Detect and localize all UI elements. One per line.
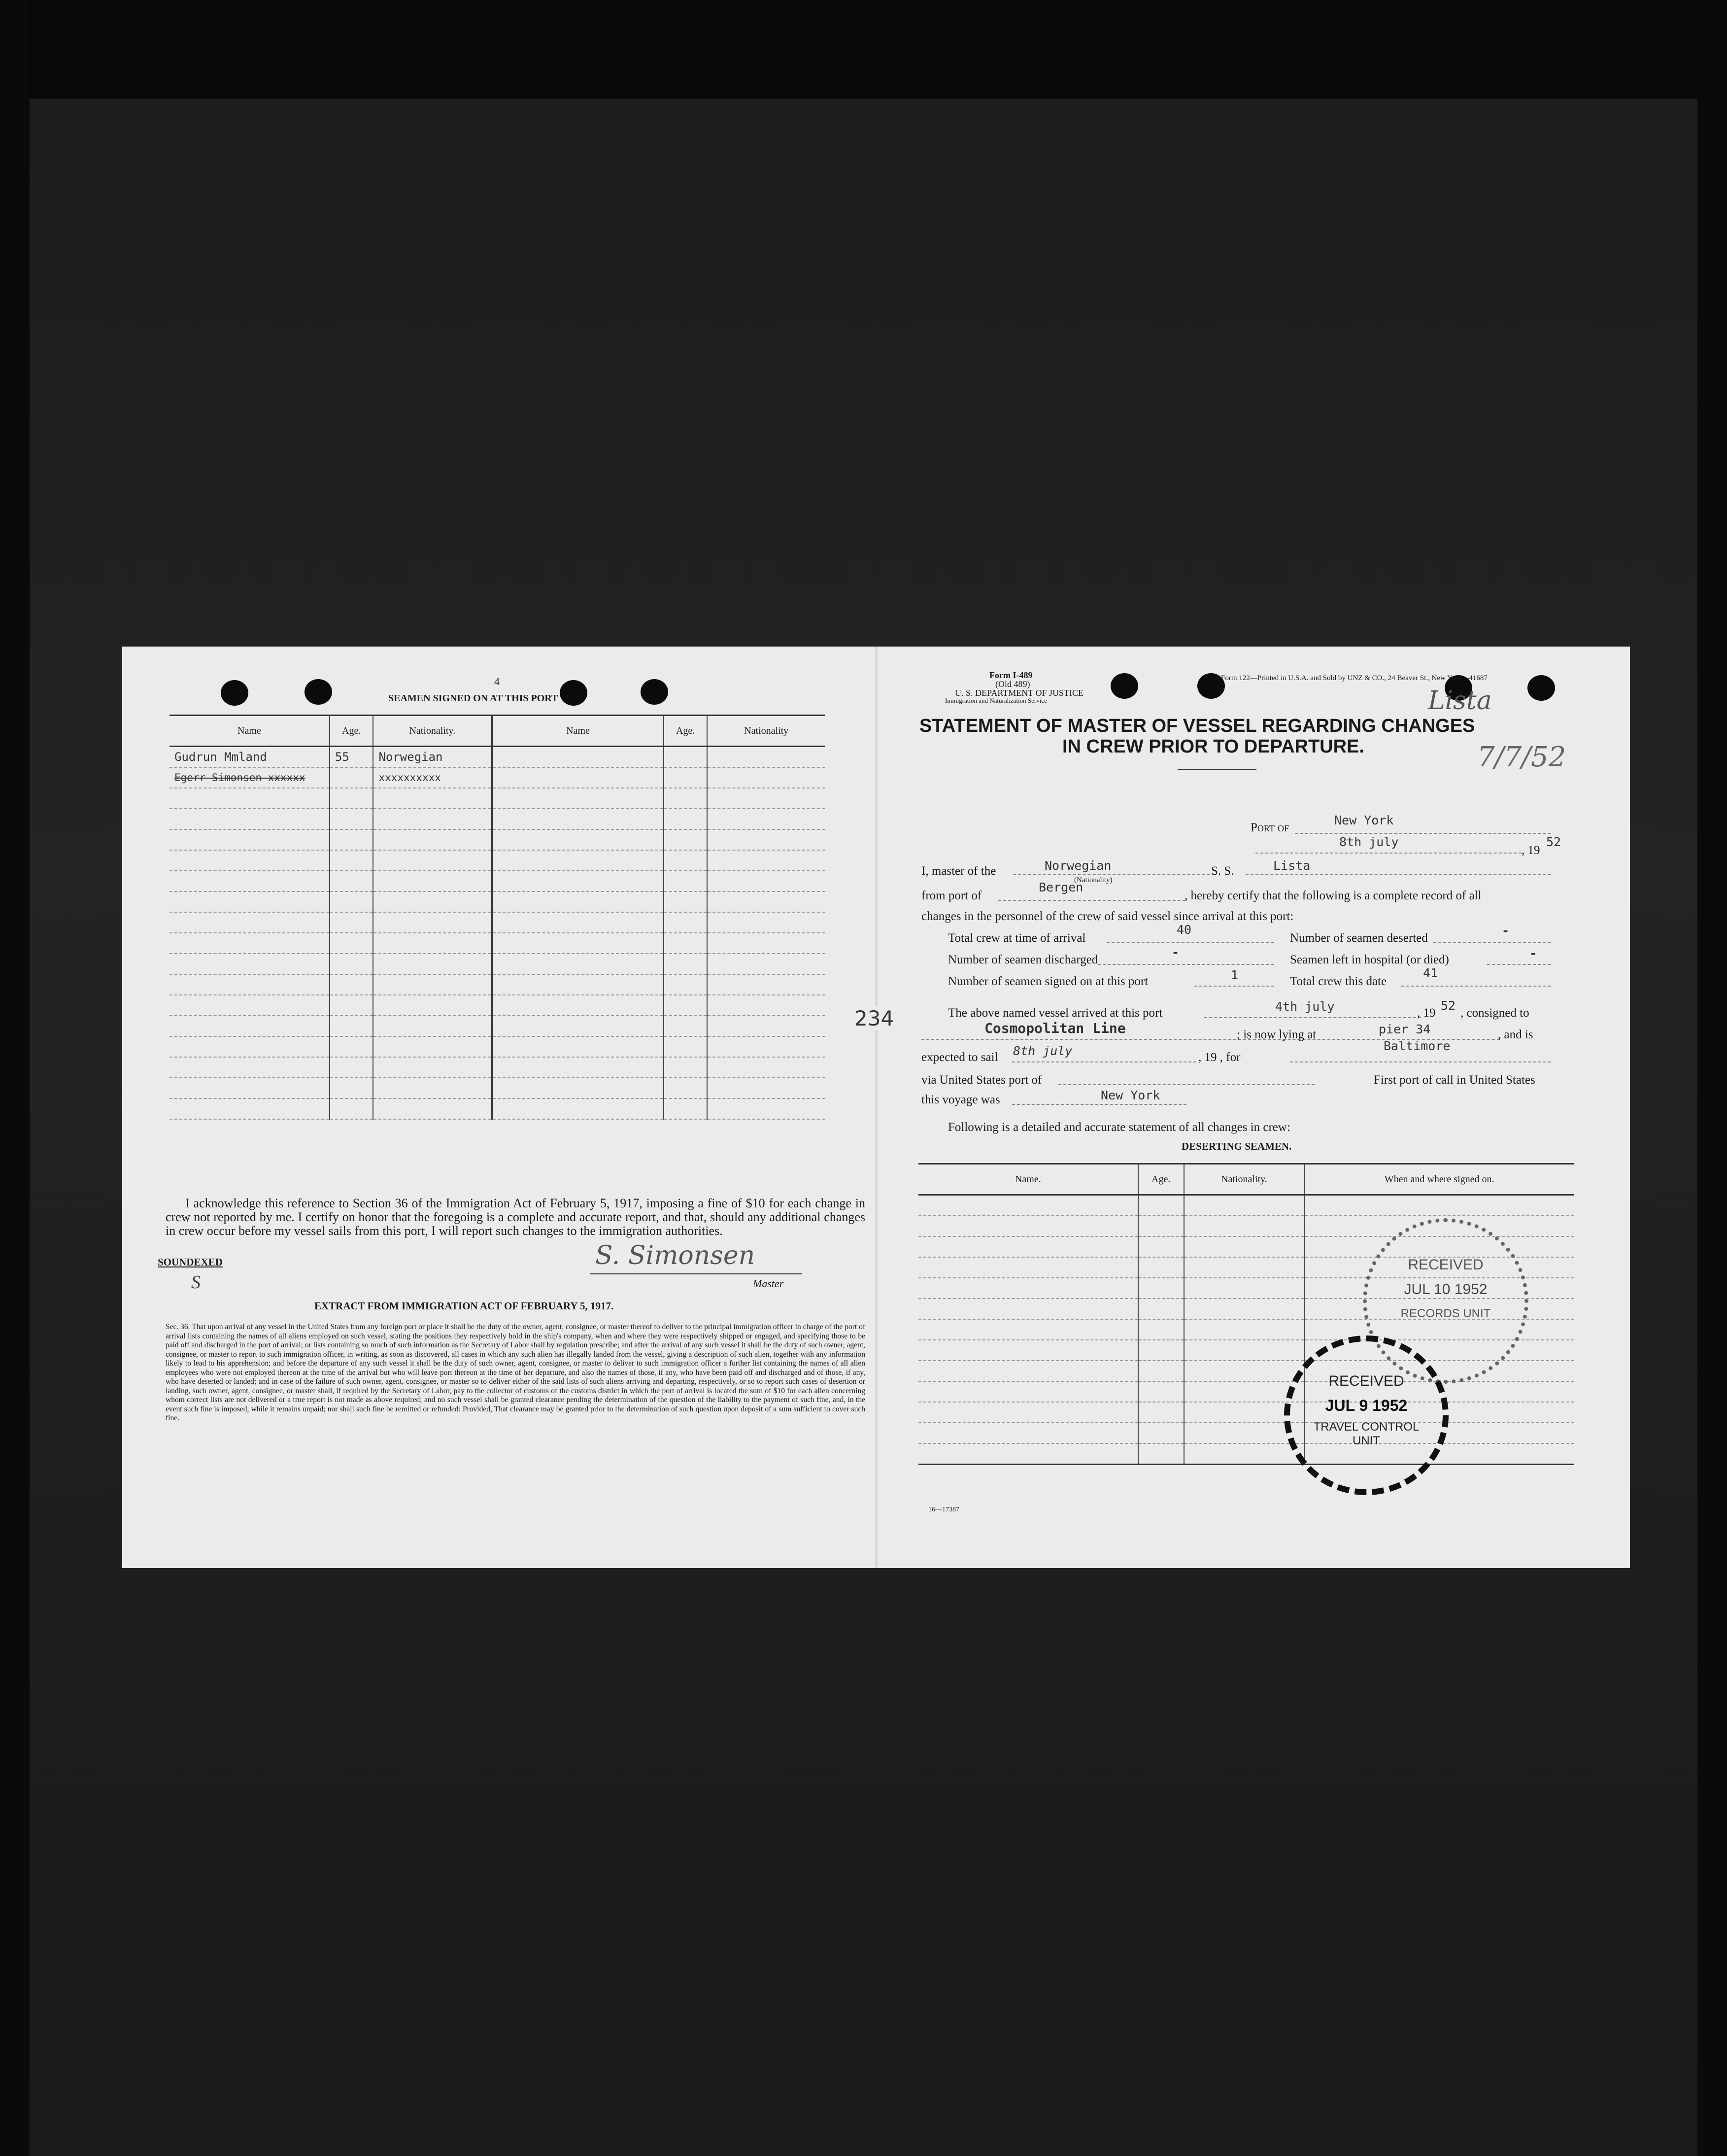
vessel-prefix: S. S. [1211, 864, 1234, 878]
voyage-line [1012, 1104, 1186, 1105]
signed-on-label: Number of seamen signed on at this port [948, 975, 1149, 988]
seamen-signed-on-table [169, 715, 825, 1120]
vessel-value: Lista [1273, 858, 1311, 873]
document-sheet [122, 647, 1630, 1568]
hospital-line [1487, 964, 1551, 965]
table-row [169, 767, 825, 788]
following-text: Following is a detailed and accurate statement of all changes in crew: [948, 1121, 1290, 1134]
deserted-label: Number of seamen deserted [1290, 931, 1428, 945]
arrived-year: 52 [1441, 998, 1456, 1013]
column-header: Age. [664, 716, 708, 747]
certify-text: , hereby certify that the following is a complete record of all [1185, 889, 1482, 902]
film-top-border [0, 0, 1727, 99]
signed-on-value: 1 [1231, 968, 1239, 982]
row-nationality: Norwegian [373, 747, 492, 768]
master-label: Master [753, 1277, 784, 1290]
row-name: Gudrun Mmland [169, 747, 330, 768]
voyage-value: New York [1101, 1088, 1160, 1102]
soundexed-stamp: SOUNDEXED [158, 1256, 223, 1268]
and-is-label: , and is [1498, 1028, 1533, 1041]
hospital-value: - [1529, 946, 1537, 960]
footer-code: 16—17387 [928, 1506, 959, 1513]
column-header: Name [169, 716, 330, 747]
year-value: 52 [1546, 835, 1561, 849]
column-header: Age. [330, 716, 373, 747]
soundex-mark: S [191, 1272, 201, 1293]
expected-value: 8th july [1013, 1044, 1073, 1058]
from-port-label: from port of [921, 889, 982, 902]
vessel-line [1246, 874, 1551, 875]
signed-on-line [1194, 986, 1274, 987]
department: U. S. DEPARTMENT OF JUSTICE [955, 688, 1084, 698]
year-prefix: , 19 [1522, 844, 1540, 857]
punch-hole [305, 679, 332, 705]
from-port-line [998, 900, 1185, 901]
date-value: 8th july [1339, 835, 1399, 849]
deserted-value: - [1502, 924, 1510, 938]
port-label: Port of [1251, 821, 1289, 834]
service: Immigration and Naturalization Service [945, 697, 1047, 704]
handwritten-ship-name: Lista [1428, 686, 1492, 716]
discharged-line [1098, 964, 1274, 965]
port-value: New York [1334, 813, 1394, 827]
total-crew-date-value: 41 [1423, 966, 1438, 980]
stamp-date: JUL 10 1952 [1404, 1281, 1488, 1298]
voyage-label: this voyage was [921, 1093, 1000, 1106]
stamp-bottom-text: RECORDS UNIT [1400, 1307, 1491, 1320]
for-line [1290, 1061, 1551, 1062]
film-left-edge [0, 0, 30, 2156]
discharged-value: - [1172, 945, 1180, 959]
title-underline [1178, 769, 1256, 770]
acknowledgement-text: I acknowledge this reference to Section 36 of the Immigration Act of February 5, 1917, imposing a fine of $10 for each change in crew not reported by me. I certify on honor that the foregoing is a complete and accurate report, and that, should any additional changes in crew occur before my vessel sails from this port, I will report such changes to the immigration authorities. [166, 1196, 865, 1238]
via-label: via United States port of [921, 1073, 1042, 1087]
master-of-label: I, master of the [921, 864, 996, 878]
hospital-label: Seamen left in hospital (or died) [1290, 953, 1449, 966]
consigned-label: , consigned to [1460, 1006, 1529, 1020]
page-number: 4 [494, 675, 500, 687]
expected-line [1012, 1061, 1196, 1062]
punch-hole [560, 680, 587, 706]
for-label: , 19 , for [1198, 1051, 1241, 1064]
column-header: Nationality [707, 716, 825, 747]
row-age [330, 767, 373, 788]
arrival-line [1107, 942, 1274, 943]
column-header: Name. [918, 1164, 1138, 1195]
punch-hole [1527, 675, 1555, 701]
row-nationality: xxxxxxxxxx [373, 767, 492, 788]
stamp-top-text: RECEIVED [1328, 1373, 1404, 1389]
form-old: (Old 489) [995, 679, 1030, 689]
column-header: Age. [1138, 1164, 1184, 1195]
punch-hole [221, 680, 248, 706]
film-right-edge [1697, 0, 1727, 2156]
extract-text: Sec. 36. That upon arrival of any vessel in the United States from any foreign port or place it shall be the duty of the owner, agent, consignee, or master thereof to deliver to the principal immigration officer in charge of the port of arrival lists containing the names of all aliens employed on such vessel, stating the positions they respectively hold in the ship's company, when and where they were respectively shipped or engaged, and specifying those to be paid off and discharged in the port of arrival; or lists containing so much of such information as the Secretary of Labor shall by regulation prescribe; and after the arrival of any such vessel it shall be the duty of such owner, agent, consignee, or master to report to such immigration officer, in writing, as soon as discovered, all cases in which any such alien has illegally landed from the vessel, giving a description of such alien, together with any information likely to lead to his apprehension; and before the departure of any such vessel it shall be the duty of such owner, agent, consignee, or master to deliver to such immigration officer a further list containing the names of all alien employees who were not employed thereon at the time of the arrival but who will leave port thereon at the time of her departure, and also the names of those, if any, who have been paid off and discharged and of those, if any, who have deserted or landed; and in case of the failure of such owner, agent, consignee, or master so to deliver either of the said lists of such aliens arriving and departing, respectively, or so to report such cases of desertion or landing, such owner, agent, consignee, or master shall, if required by the Secretary of Labor, pay to the collector of customs of the customs district in which the port of arrival is located the sum of $10 for each alien concerning whom correct lists are not delivered or a true report is not made as above required; and no such vessel shall be granted clearance pending the determination of the question of the liability to the payment of such fine, and, in the event such fine is imposed, while it remains unpaid; nor shall such fine be remitted or refunded: Provided, That clearance may be granted prior to the determination of such question upon deposit of a sum sufficient to cover such fine. [166, 1323, 865, 1422]
center-number: 234 [854, 1006, 894, 1030]
total-crew-date-line [1401, 986, 1551, 987]
nationality-value: Norwegian [1045, 858, 1112, 873]
nationality-caption: (Nationality) [1074, 876, 1113, 884]
arrived-value: 4th july [1275, 999, 1335, 1014]
nationality-line [1013, 874, 1210, 875]
via-line [1058, 1084, 1315, 1085]
arrived-label: The above named vessel arrived at this port [948, 1006, 1163, 1020]
discharged-label: Number of seamen discharged [948, 953, 1098, 966]
signature-line [590, 1273, 802, 1274]
page-fold [875, 647, 878, 1568]
consignee-value: Cosmopolitan Line [984, 1020, 1126, 1036]
form-title-line2: IN CREW PRIOR TO DEPARTURE. [1062, 736, 1364, 757]
column-header: When and where signed on. [1304, 1164, 1574, 1195]
punch-hole [1111, 673, 1138, 699]
deserting-title: DESERTING SEAMEN. [1182, 1140, 1292, 1152]
column-header: Nationality. [1184, 1164, 1305, 1195]
printer-note: Form 122—Printed in U.S.A. and Sold by UNZ & CO., 24 Beaver St., New York—41687 [1221, 674, 1488, 682]
extract-title: EXTRACT FROM IMMIGRATION ACT OF FEBRUARY 5, 1917. [314, 1300, 614, 1312]
from-port-value: Bergen [1039, 880, 1084, 894]
stamp-date: JUL 9 1952 [1325, 1397, 1408, 1414]
section-title: SEAMEN SIGNED ON AT THIS PORT [388, 693, 558, 704]
total-crew-arrival-value: 40 [1177, 923, 1192, 937]
date-line [1255, 853, 1522, 854]
column-header: Nationality. [373, 716, 492, 747]
stamp-bottom-text: TRAVEL CONTROL UNIT [1313, 1420, 1420, 1447]
column-header: Name [492, 716, 664, 747]
total-crew-date-label: Total crew this date [1290, 975, 1387, 988]
form-title-line1: STATEMENT OF MASTER OF VESSEL REGARDING CHANGES [919, 716, 1475, 736]
table-row [169, 747, 825, 768]
row-name: Egerr Simonsen xxxxxx [169, 767, 330, 788]
row-age: 55 [330, 747, 373, 768]
punch-hole [641, 679, 668, 705]
expected-label: expected to sail [921, 1051, 998, 1064]
lying-value: pier 34 [1379, 1022, 1431, 1036]
total-crew-arrival-label: Total crew at time of arrival [948, 931, 1086, 945]
arrived-line [1204, 1017, 1421, 1018]
arrived-year-prefix: , 19 [1417, 1006, 1436, 1020]
port-line [1295, 833, 1551, 834]
stamp-top-text: RECEIVED [1408, 1257, 1484, 1273]
lying-label: ; is now lying at [1237, 1028, 1317, 1041]
for-value: Baltimore [1384, 1039, 1451, 1053]
handwritten-date: 7/7/52 [1477, 741, 1566, 773]
received-travel-control-stamp [1284, 1335, 1449, 1495]
deserted-line [1433, 942, 1551, 943]
certify-text-2: changes in the personnel of the crew of said vessel since arrival at this port: [921, 910, 1294, 923]
master-signature: S. Simonsen [595, 1241, 755, 1270]
form-id: Form I-489 [989, 670, 1033, 680]
first-port-label: First port of call in United States [1374, 1073, 1535, 1087]
